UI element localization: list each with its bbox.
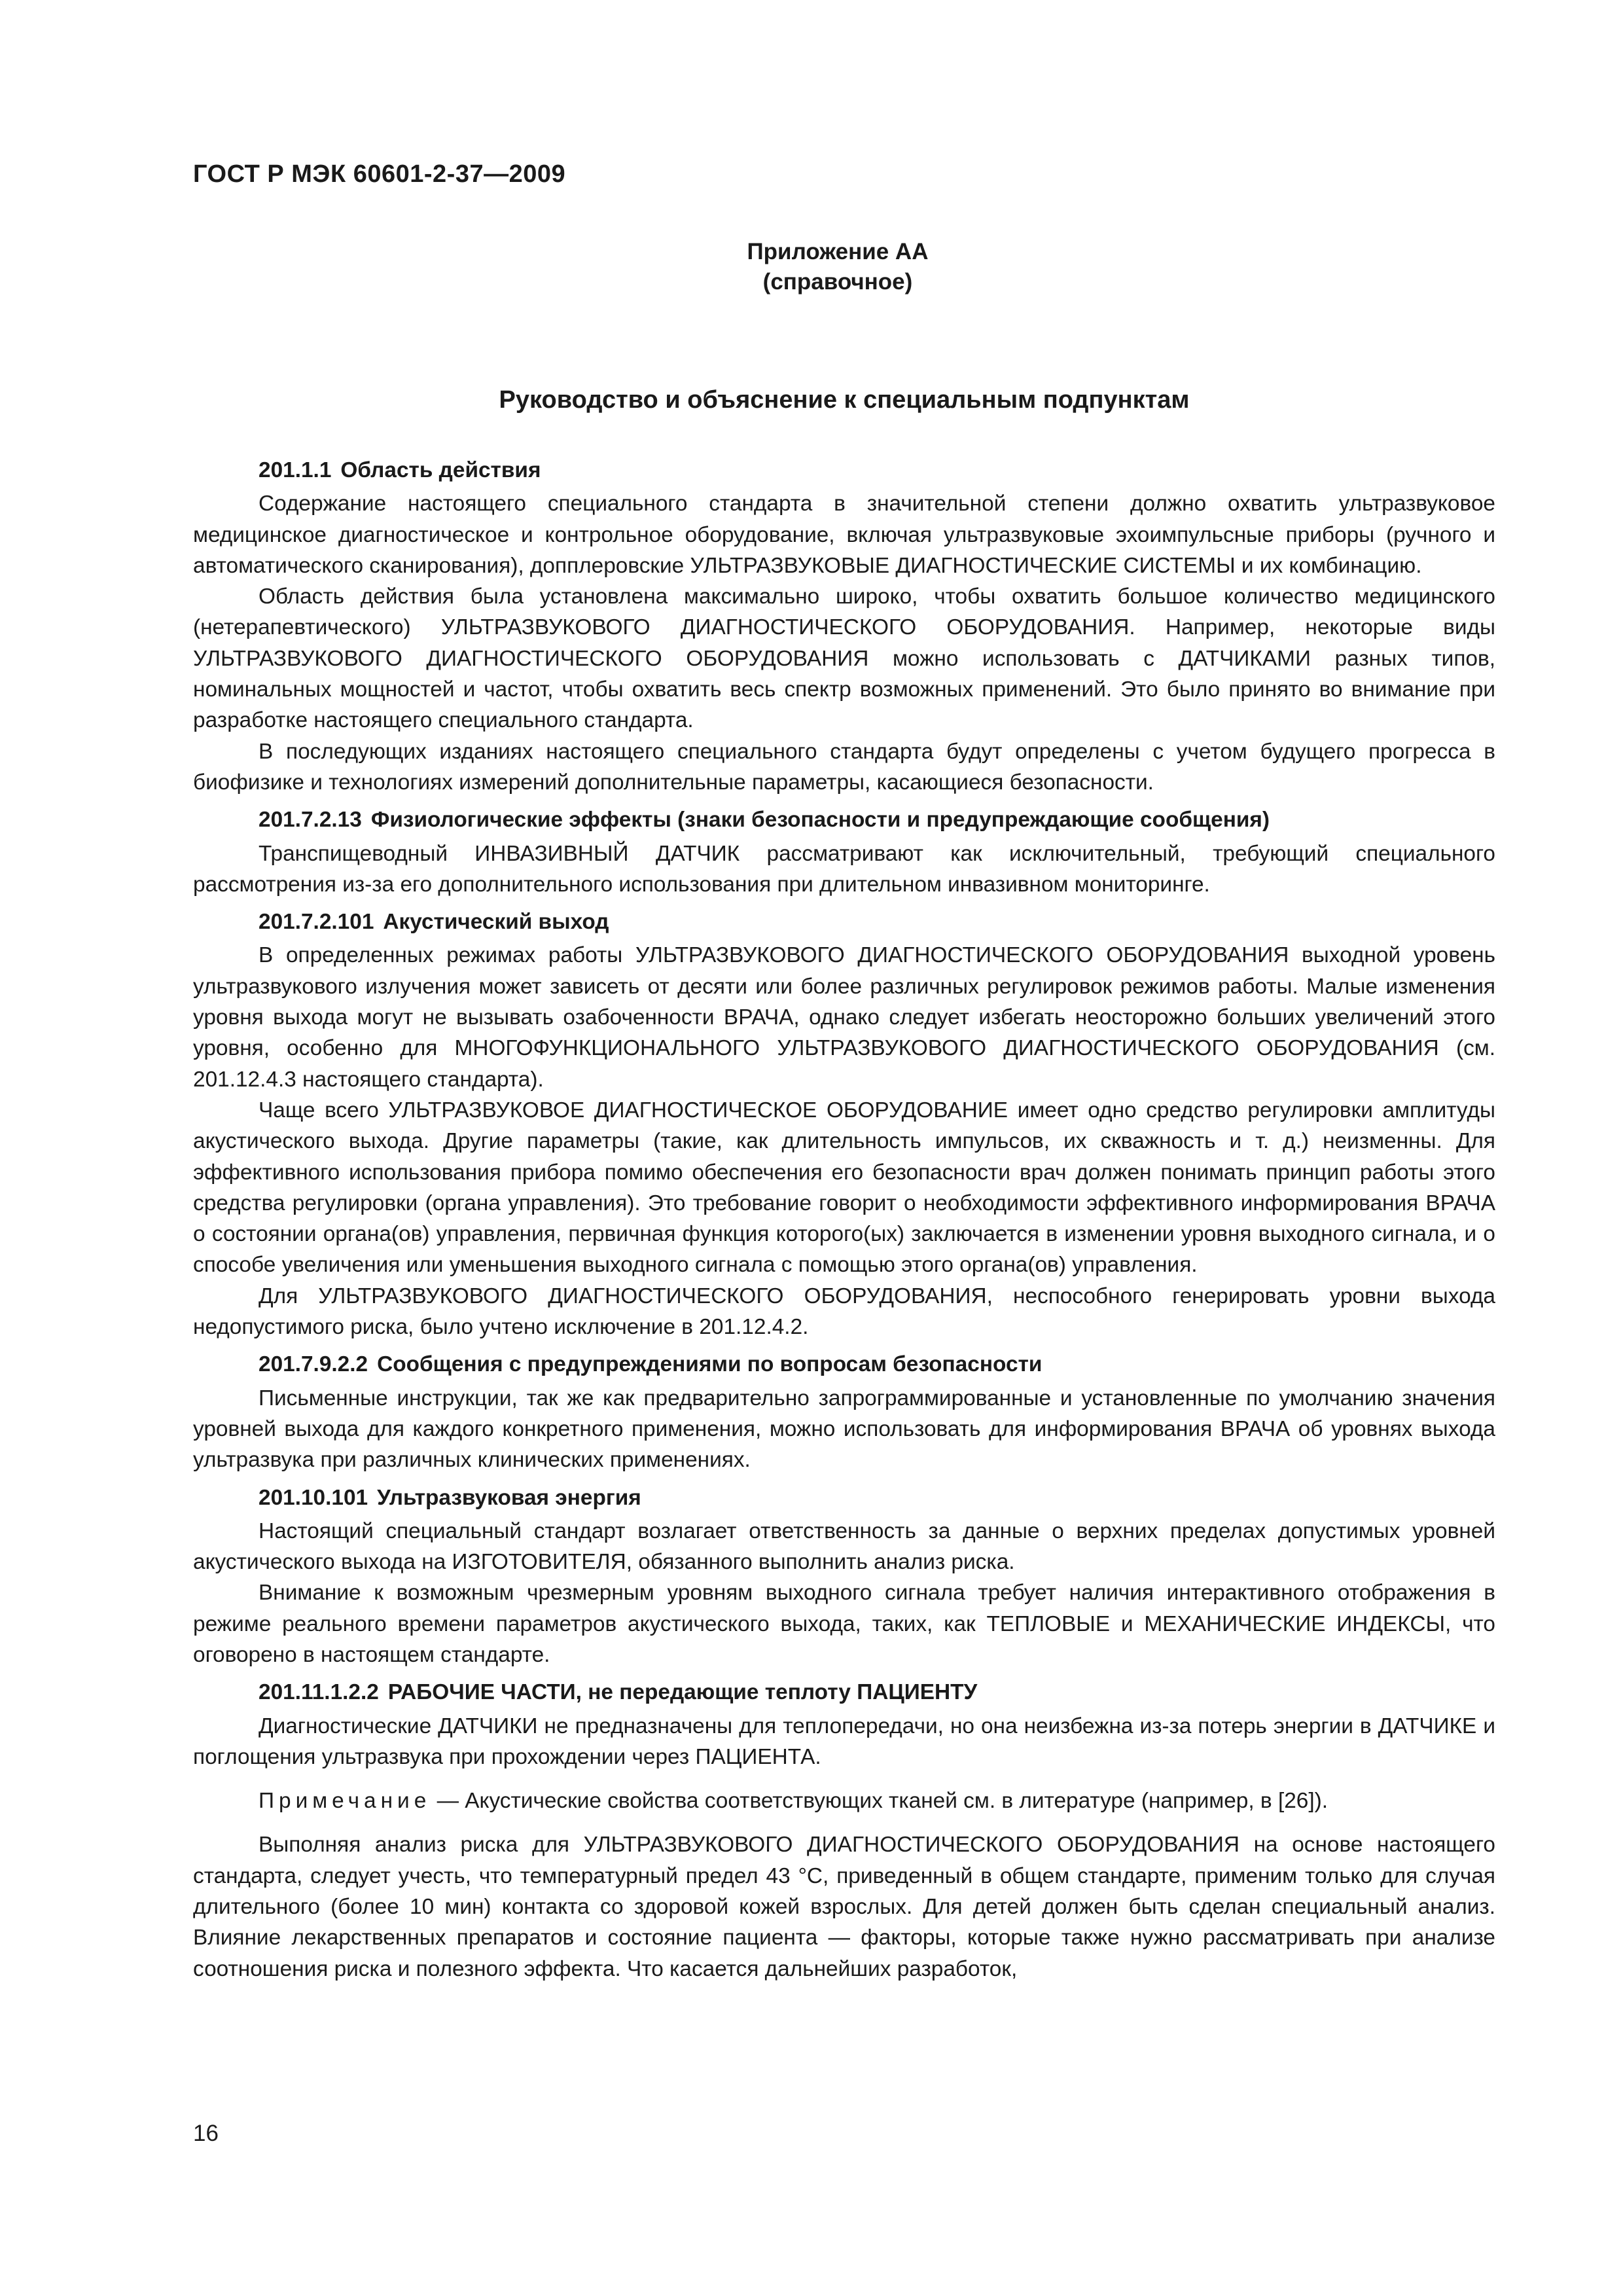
paragraph: Чаще всего УЛЬТРАЗВУКОВОЕ ДИАГНОСТИЧЕСКОЕ ОБОРУДОВАНИЕ имеет одно средство регулировки амплитуды акустического выхода. Другие параметры (такие, как длительность импульсов, их скважность и т. д.) неизменны. Для эффективного использования прибора помимо обеспечения его безопасности врач должен понимать принцип работы этого средства регулировки (органа управления). Это требование говорит о необходимости эффективного информирования ВРАЧА о состоянии органа(ов) управления, первичная функция которого(ых) заключается в изменении уровня выходного сигнала, и о способе увеличения или уменьшения выходного сигнала с помощью этого органа(ов) управления. [193,1098,1495,1278]
paragraph: В определенных режимах работы УЛЬТРАЗВУКОВОГО ДИАГНОСТИЧЕСКОГО ОБОРУДОВАНИЯ выходной уровень ультразвукового излучения может зависеть от десяти или более различных регулировок режимов работы. Малые изменения уровня выхода могут не вызывать озабоченности ВРАЧА, однако следует избегать неосторожно больших увеличений этого уровня, особенно для МНОГОФУНКЦИОНАЛЬНОГО УЛЬТРАЗВУКОВОГО ДИАГНОСТИЧЕСКОГО ОБОРУДОВАНИЯ (см. 201.12.4.3 настоящего стандарта). [193,943,1495,1092]
appendix-title: Приложение АА [747,239,929,264]
main-title: Руководство и объяснение к специальным подпунктам [499,386,1190,414]
section-title: Физиологические эффекты (знаки безопасности и предупреждающие сообщения) [370,808,1270,833]
appendix-subtitle: (справочное) [762,269,913,295]
section-title: Сообщения с предупреждениями по вопросам безопасности [377,1352,1043,1377]
paragraph: Для УЛЬТРАЗВУКОВОГО ДИАГНОСТИЧЕСКОГО ОБОРУДОВАНИЯ, неспособного генерировать уровни выхода недопустимого риска, было учтено исключение в 201.12.4.2. [193,1283,1495,1340]
section-heading [193,906,1495,937]
section-heading [193,455,1495,486]
note-label: Примечание [259,1789,431,1814]
section-number: 201.1.1 [259,458,332,482]
appendix-heading [654,237,1021,297]
paragraph: Диагностические ДАТЧИКИ не предназначены для теплопередачи, но она неизбежна из-за потерь энергии в ДАТЧИКЕ и поглощения ультразвука при прохождении через ПАЦИЕНТА. [193,1713,1495,1769]
section-heading [193,1482,1495,1513]
section-number: 201.11.1.2.2 [259,1680,379,1705]
section-title: РАБОЧИЕ ЧАСТИ, не передающие теплоту ПАЦИЕНТУ [387,1680,978,1705]
paragraph: Область действия была установлена максимально широко, чтобы охватить большое количество медицинского (нетерапевтического) УЛЬТРАЗВУКОВОГО ДИАГНОСТИЧЕСКОГО ОБОРУДОВАНИЯ. Например, некоторые виды УЛЬТРАЗВУКОВОГО ДИАГНОСТИЧЕСКОГО ОБОРУДОВАНИЯ можно использовать с ДАТЧИКАМИ разных типов, номинальных мощностей и частот, чтобы охватить весь спектр возможных применений. Это было принято во внимание при разработке настоящего специального стандарта. [193,584,1495,733]
section-heading [193,804,1495,835]
section-title: Ультразвуковая энергия [377,1485,641,1510]
section-title: Область действия [340,458,541,482]
section-number: 201.7.9.2.2 [259,1352,368,1377]
paragraph: Письменные инструкции, так же как предварительно запрограммированные и установленные по умолчанию значения уровней выхода для каждого конкретного применения, можно использовать для информирования ВРАЧА об уровнях выхода ультразвука при различных клинических применениях. [193,1386,1495,1473]
paragraph: Выполняя анализ риска для УЛЬТРАЗВУКОВОГО ДИАГНОСТИЧЕСКОГО ОБОРУДОВАНИЯ на основе настоящего стандарта, следует учесть, что температурный предел 43 °С, приведенный в общем стандарте, применим только для случая длительного (более 10 мин) контакта со здоровой кожей взрослых. Для детей должен быть сделан специальный анализ. Влияние лекарственных препаратов и состояние пациента — факторы, которые также нужно рассматривать при анализе соотношения риска и полезного эффекта. Что касается дальнейших разработок, [193,1833,1495,1981]
paragraph: Содержание настоящего специального стандарта в значительной степени должно охватить ультразвуковое медицинское диагностическое и контрольное оборудование, включая ультразвуковые эхоимпульсные приборы (ручного и автоматического сканирования), допплеровские УЛЬТРАЗВУКОВЫЕ ДИАГНОСТИЧЕСКИЕ СИСТЕМЫ и их комбинацию. [193,492,1495,578]
section-heading [193,1677,1495,1708]
section-number: 201.10.101 [259,1485,368,1510]
paragraph: В последующих изданиях настоящего специального стандарта будут определены с учетом будущего прогресса в биофизике и технологиях измерений дополнительные параметры, касающиеся безопасности. [193,739,1495,795]
page-number: 16 [193,2121,219,2146]
note [193,1785,1495,1816]
paragraph: Транспищеводный ИНВАЗИВНЫЙ ДАТЧИК рассматривают как исключительный, требующий специального рассмотрения из-за его дополнительного использования при длительном инвазивном мониторинге. [193,841,1495,897]
section-number: 201.7.2.101 [259,910,374,935]
note-text: — Акустические свойства соответствующих тканей см. в литературе (например, в [26]). [437,1789,1329,1814]
paragraph: Внимание к возможным чрезмерным уровням выходного сигнала требует наличия интерактивного отображения в режиме реального времени параметров акустического выхода, таких, как ТЕПЛОВЫЕ и МЕХАНИЧЕСКИЕ ИНДЕКСЫ, что оговорено в настоящем стандарте. [193,1581,1495,1667]
document-body [193,455,1495,1984]
paragraph: Настоящий специальный стандарт возлагает ответственность за данные о верхних пределах допустимых уровней акустического выхода на ИЗГОТОВИТЕЛЯ, обязанного выполнить анализ риска. [193,1518,1495,1575]
standard-header: ГОСТ Р МЭК 60601-2-37—2009 [193,160,566,188]
section-number: 201.7.2.13 [259,808,362,833]
section-title: Акустический выход [383,910,609,935]
section-heading [193,1349,1495,1380]
